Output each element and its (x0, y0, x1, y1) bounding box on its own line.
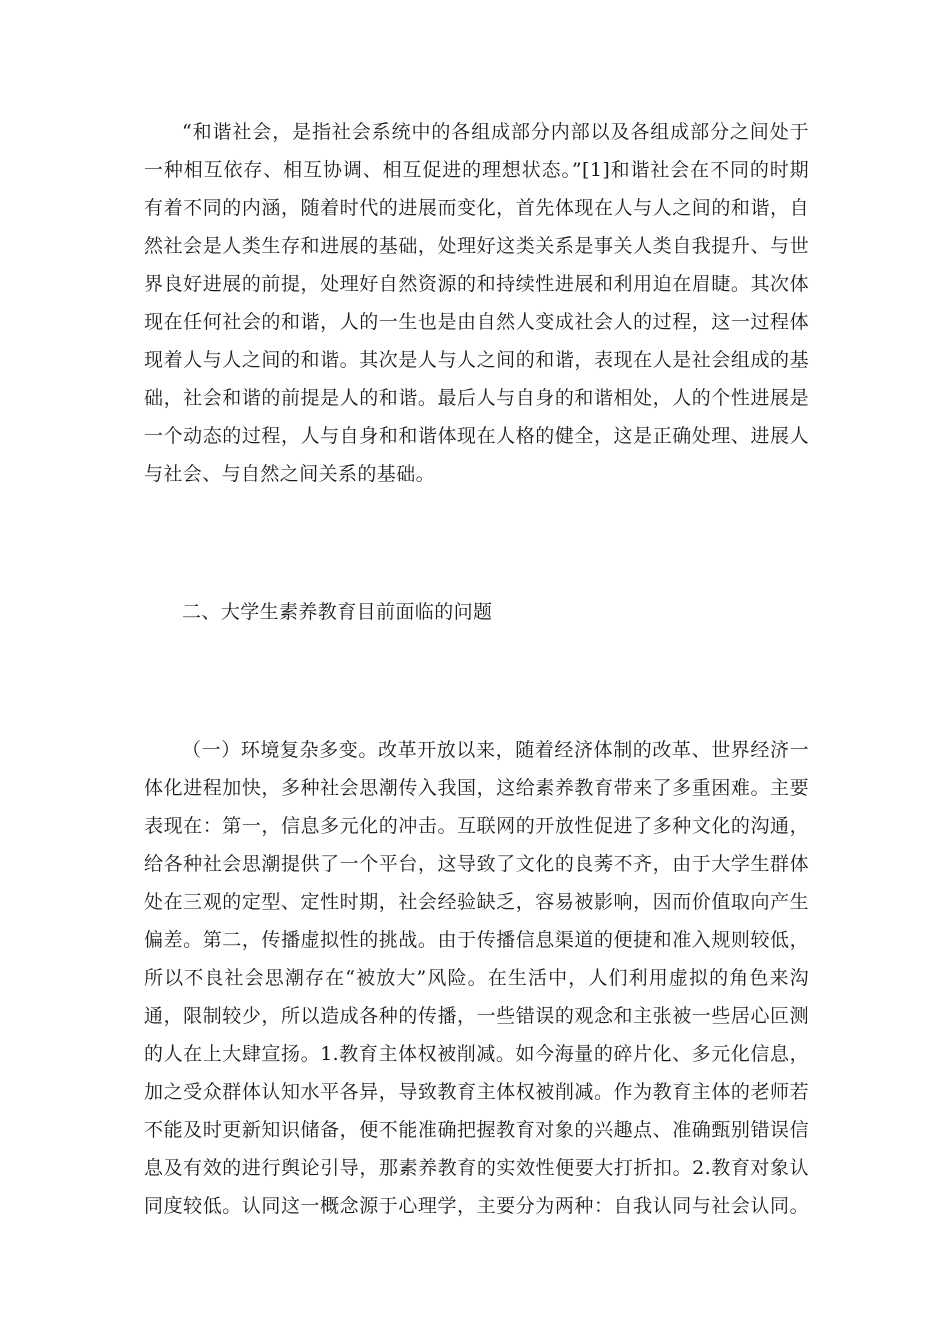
paragraph-line: 体化进程加快，多种社会思潮传入我国，这给素养教育带来了多重困难。主要 (144, 777, 809, 799)
paragraph-line: 界良好进展的前提，处理好自然资源的和持续性进展和利用迫在眉睫。其次体 (144, 273, 809, 295)
paragraph-line: （一）环境复杂多变。改革开放以来，随着经济体制的改革、世界经济一 (182, 739, 809, 761)
paragraph-line: 通，限制较少，所以造成各种的传播，一些错误的观念和主张被一些居心叵测 (144, 1005, 809, 1027)
paragraph-line: 一个动态的过程，人与自身和和谐体现在人格的健全，这是正确处理、进展人 (144, 425, 809, 447)
paragraph-line: 表现在：第一，信息多元化的冲击。互联网的开放性促进了多种文化的沟通， (144, 815, 809, 837)
paragraph-line: 息及有效的进行舆论引导，那素养教育的实效性便要大打折扣。2.教育对象认 (144, 1157, 809, 1179)
paragraph-line: 础，社会和谐的前提是人的和谐。最后人与自身的和谐相处，人的个性进展是 (144, 387, 809, 409)
paragraph-line: 现着人与人之间的和谐。其次是人与人之间的和谐，表现在人是社会组成的基 (144, 349, 809, 371)
paragraph-line: 同度较低。认同这一概念源于心理学，主要分为两种：自我认同与社会认同。 (144, 1195, 809, 1217)
paragraph-line: 与社会、与自然之间关系的基础。 (144, 463, 436, 485)
paragraph-line: 的人在上大肆宣扬。1.教育主体权被削减。如今海量的碎片化、多元化信息， (144, 1043, 809, 1065)
paragraph-line: 给各种社会思潮提供了一个平台，这导致了文化的良莠不齐，由于大学生群体 (144, 853, 809, 875)
paragraph-line: 偏差。第二，传播虚拟性的挑战。由于传播信息渠道的便捷和准入规则较低， (144, 929, 809, 951)
paragraph-line: 一种相互依存、相互协调、相互促进的理想状态。”[1]和谐社会在不同的时期 (144, 159, 809, 181)
paragraph-line: 然社会是人类生存和进展的基础，处理好这类关系是事关人类自我提升、与世 (144, 235, 809, 257)
paragraph-line: 有着不同的内涵，随着时代的进展而变化，首先体现在人与人之间的和谐，自 (144, 197, 809, 219)
paragraph-line: 现在任何社会的和谐，人的一生也是由自然人变成社会人的过程，这一过程体 (144, 311, 809, 333)
paragraph-line: “和谐社会，是指社会系统中的各组成部分内部以及各组成部分之间处于 (182, 121, 809, 143)
paragraph-line: 所以不良社会思潮存在“被放大”风险。在生活中，人们利用虚拟的角色来沟 (144, 967, 809, 989)
paragraph-line: 不能及时更新知识储备，便不能准确把握教育对象的兴趣点、准确甄别错误信 (144, 1119, 809, 1141)
section-heading: 二、大学生素养教育目前面临的问题 (182, 601, 493, 623)
paragraph-line: 加之受众群体认知水平各异，导致教育主体权被削减。作为教育主体的老师若 (144, 1081, 809, 1103)
paragraph-line: 处在三观的定型、定性时期，社会经验缺乏，容易被影响，因而价值取向产生 (144, 891, 809, 913)
